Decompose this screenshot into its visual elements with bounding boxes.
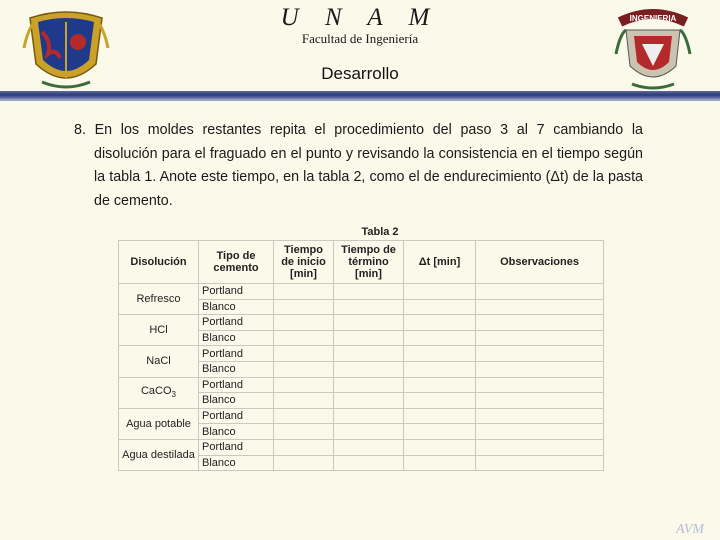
input-cell (274, 455, 334, 471)
input-cell (476, 408, 604, 424)
solution-formula-subscript: 3 (171, 389, 176, 399)
cement-type-cell: Blanco (199, 361, 274, 377)
cement-type-cell: Blanco (199, 393, 274, 409)
input-cell (476, 455, 604, 471)
solution-cell: Agua potable (119, 408, 199, 439)
input-cell (274, 315, 334, 331)
input-cell (476, 284, 604, 300)
input-cell (476, 315, 604, 331)
input-cell (476, 299, 604, 315)
header-divider-bar (0, 91, 720, 99)
input-cell (476, 439, 604, 455)
solution-cell: Agua destilada (119, 439, 199, 470)
input-cell (476, 346, 604, 362)
table-row (119, 315, 604, 331)
input-cell (404, 439, 476, 455)
input-cell (334, 361, 404, 377)
input-cell (404, 315, 476, 331)
cement-type-cell: Portland (199, 439, 274, 455)
results-table (118, 240, 604, 471)
table-header-row (119, 241, 604, 284)
table-caption: Tabla 2 (361, 226, 399, 238)
input-cell (334, 393, 404, 409)
input-cell (334, 299, 404, 315)
input-cell (274, 439, 334, 455)
cement-type-cell: Portland (199, 377, 274, 393)
instruction-paragraph: 8. En los moldes restantes repita el procedimiento del paso 3 al 7 cambiando la disolución para el fraguado en el punto y revisando la consistencia en el tiempo según la tabla 1. Anote este tiempo, en la tabla 2, como el de endurecimiento (Δt) de la pasta de cemento. (74, 122, 643, 209)
input-cell (274, 393, 334, 409)
input-cell (274, 408, 334, 424)
input-cell (476, 330, 604, 346)
input-cell (274, 377, 334, 393)
facultad-subheading: Facultad de Ingeniería (301, 31, 419, 46)
input-cell (334, 439, 404, 455)
header-observaciones: Observaciones (476, 241, 604, 284)
header-tiempo-termino: Tiempo de término [min] (334, 241, 404, 284)
input-cell (274, 299, 334, 315)
header-delta-t: Δt [min] (404, 241, 476, 284)
input-cell (404, 393, 476, 409)
cement-type-cell: Blanco (199, 455, 274, 471)
cement-type-cell: Portland (199, 315, 274, 331)
input-cell (334, 346, 404, 362)
input-cell (476, 361, 604, 377)
input-cell (334, 455, 404, 471)
header-divider-thin (0, 99, 720, 101)
input-cell (404, 408, 476, 424)
table-row (119, 439, 604, 455)
input-cell (404, 346, 476, 362)
solution-cell: Refresco (119, 284, 199, 315)
header-tiempo-inicio: Tiempo de inicio [min] (274, 241, 334, 284)
solution-cell: NaCl (119, 346, 199, 377)
input-cell (274, 284, 334, 300)
header (0, 0, 720, 100)
input-cell (334, 377, 404, 393)
ingenieria-shield-logo (612, 4, 694, 92)
table-row (119, 408, 604, 424)
solution-cell: HCl (119, 315, 199, 346)
ingenieria-logo-text: INGENIERIA (629, 14, 677, 23)
input-cell (476, 424, 604, 440)
input-cell (476, 393, 604, 409)
cement-type-cell: Blanco (199, 299, 274, 315)
input-cell (404, 361, 476, 377)
input-cell (404, 330, 476, 346)
input-cell (334, 330, 404, 346)
footer-watermark: AVM (676, 522, 705, 537)
input-cell (274, 330, 334, 346)
table-row (119, 284, 604, 300)
solution-formula: CaCO (140, 384, 172, 397)
cement-type-cell: Portland (199, 408, 274, 424)
input-cell (334, 424, 404, 440)
header-disolucion: Disolución (119, 241, 199, 284)
input-cell (334, 408, 404, 424)
table-row (119, 346, 604, 362)
input-cell (274, 424, 334, 440)
cement-type-cell: Portland (199, 284, 274, 300)
cement-type-cell: Blanco (199, 330, 274, 346)
unam-heading: U N A M (280, 4, 440, 31)
input-cell (334, 315, 404, 331)
input-cell (404, 377, 476, 393)
cement-type-cell: Blanco (199, 424, 274, 440)
solution-cell (119, 377, 199, 408)
input-cell (274, 361, 334, 377)
input-cell (476, 377, 604, 393)
input-cell (404, 284, 476, 300)
input-cell (404, 455, 476, 471)
header-tipo-cemento: Tipo de cemento (199, 241, 274, 284)
input-cell (274, 346, 334, 362)
input-cell (404, 299, 476, 315)
input-cell (404, 424, 476, 440)
page-title: Desarrollo (321, 64, 399, 83)
input-cell (334, 284, 404, 300)
cement-type-cell: Portland (199, 346, 274, 362)
table-row (119, 377, 604, 393)
